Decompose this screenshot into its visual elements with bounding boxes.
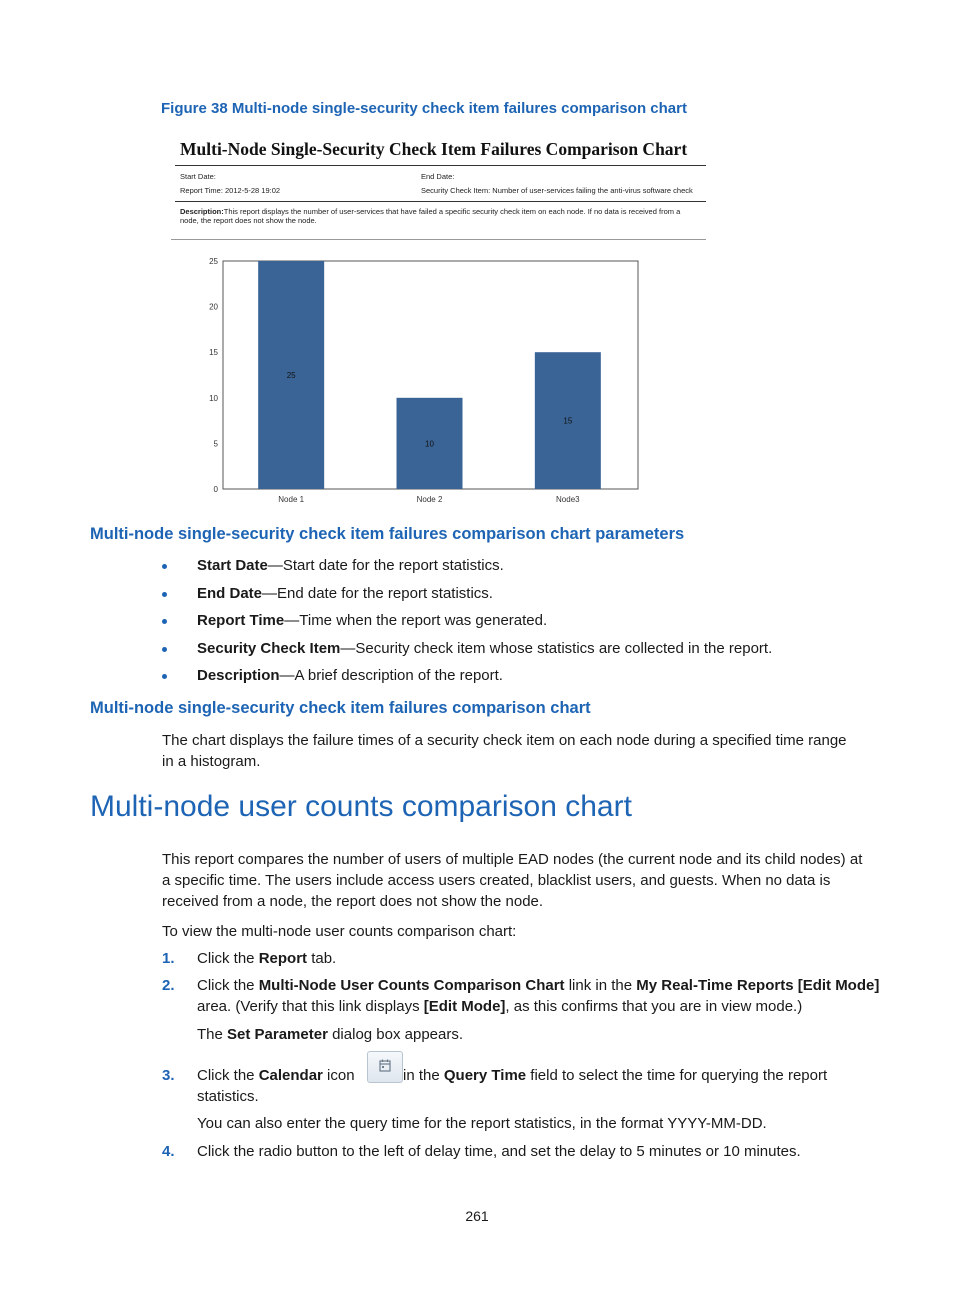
description-label: Description: [180,207,224,216]
report-divider-bottom [171,239,706,240]
y-tick-label: 5 [213,439,218,449]
params-heading: Multi-node single-security check item failures comparison chart parameters [90,525,685,543]
section-paragraph-line-3: received from a node, the report does not show the node. [162,893,544,910]
step-number: 4. [162,1143,175,1160]
step-3-note: You can also enter the query time for the report statistics, in the format YYYY-MM-DD. [197,1115,767,1132]
y-tick-label: 0 [213,485,218,494]
data-label: 15 [563,416,573,426]
param-term: Security Check Item [197,640,341,657]
calendar-icon [367,1051,403,1083]
report-divider-mid [175,201,706,202]
report-title: Multi-Node Single-Security Check Item Failures Comparison Chart [180,139,688,159]
step-3-text-cont: in the Query Time field to select the time for querying the report [403,1067,828,1084]
chart-paragraph-line-1: The chart displays the failure times of a security check item on each node during a specified time range [162,732,847,749]
param-term: End Date [197,585,263,602]
figure-caption: Figure 38 Multi-node single-security check item failures comparison chart [161,100,687,117]
section-paragraph-line-1: This report compares the number of users of multiple EAD nodes (the current node and its child nodes) at [162,851,863,868]
step-number: 1. [162,950,175,967]
y-tick-label: 25 [209,257,218,266]
param-desc: —Time when the report was generated. [284,612,548,629]
section-title: Multi-node user counts comparison chart [90,790,632,823]
step-3-text-line-2: statistics. [197,1088,259,1105]
param-desc: —End date for the report statistics. [262,585,493,602]
step-number: 2. [162,977,175,994]
param-term: Start Date [197,557,268,574]
bullet-icon [162,619,167,624]
param-desc: —A brief description of the report. [279,667,503,684]
chart-heading: Multi-node single-security check item failures comparison chart [90,699,591,717]
bullet-icon [162,592,167,597]
x-tick-label: Node 1 [278,495,305,504]
bullet-icon [162,674,167,679]
bar-chart [195,254,645,510]
to-view-intro: To view the multi-node user counts comparison chart: [162,923,517,940]
report-start-date: Start Date: [180,172,216,181]
description-text: This report displays the number of user-services that have failed a specific security check item on each node. If no data is received from a node, the report does not show the node. [180,207,681,225]
param-desc: —Start date for the report statistics. [267,557,504,574]
chart-paragraph-line-2: in a histogram. [162,753,261,770]
report-description [180,208,700,225]
step-number: 3. [162,1067,175,1084]
report-divider-top [175,165,706,166]
y-tick-label: 10 [209,393,218,403]
report-end-date: End Date: [421,172,455,181]
report-time: Report Time: 2012-5-28 19:02 [180,186,281,195]
step-4-text: Click the radio button to the left of delay time, and set the delay to 5 minutes or 10 minutes. [197,1143,801,1160]
report-security-check-item: Security Check Item: Number of user-services failing the anti-virus software check [421,186,693,195]
x-tick-label: Node3 [556,495,580,504]
step-2-text-line-2: area. (Verify that this link displays [Edit Mode], as this confirms that you are in view mode.) [197,998,803,1015]
bullet-icon [162,564,167,569]
y-tick-label: 15 [209,348,218,358]
param-desc: —Security check item whose statistics are collected in the report. [340,640,773,657]
y-tick-label: 20 [209,302,218,312]
section-paragraph-line-2: a specific time. The users include access users created, blacklist users, and guests. When no data is [162,872,831,889]
x-tick-label: Node 2 [416,495,443,504]
page-number: 261 [465,1208,489,1224]
param-term: Description [197,667,280,684]
step-2-note: The Set Parameter dialog box appears. [197,1026,464,1043]
bullet-icon [162,647,167,652]
param-term: Report Time [197,612,285,629]
step-3-text: Click the Calendar icon [197,1067,355,1084]
step-2-text: Click the Multi-Node User Counts Comparison Chart link in the My Real-Time Reports [Edit Mode] [197,977,880,994]
data-label: 10 [425,439,434,449]
data-label: 25 [286,371,296,380]
step-1-text: Click the Report tab. [197,950,337,967]
